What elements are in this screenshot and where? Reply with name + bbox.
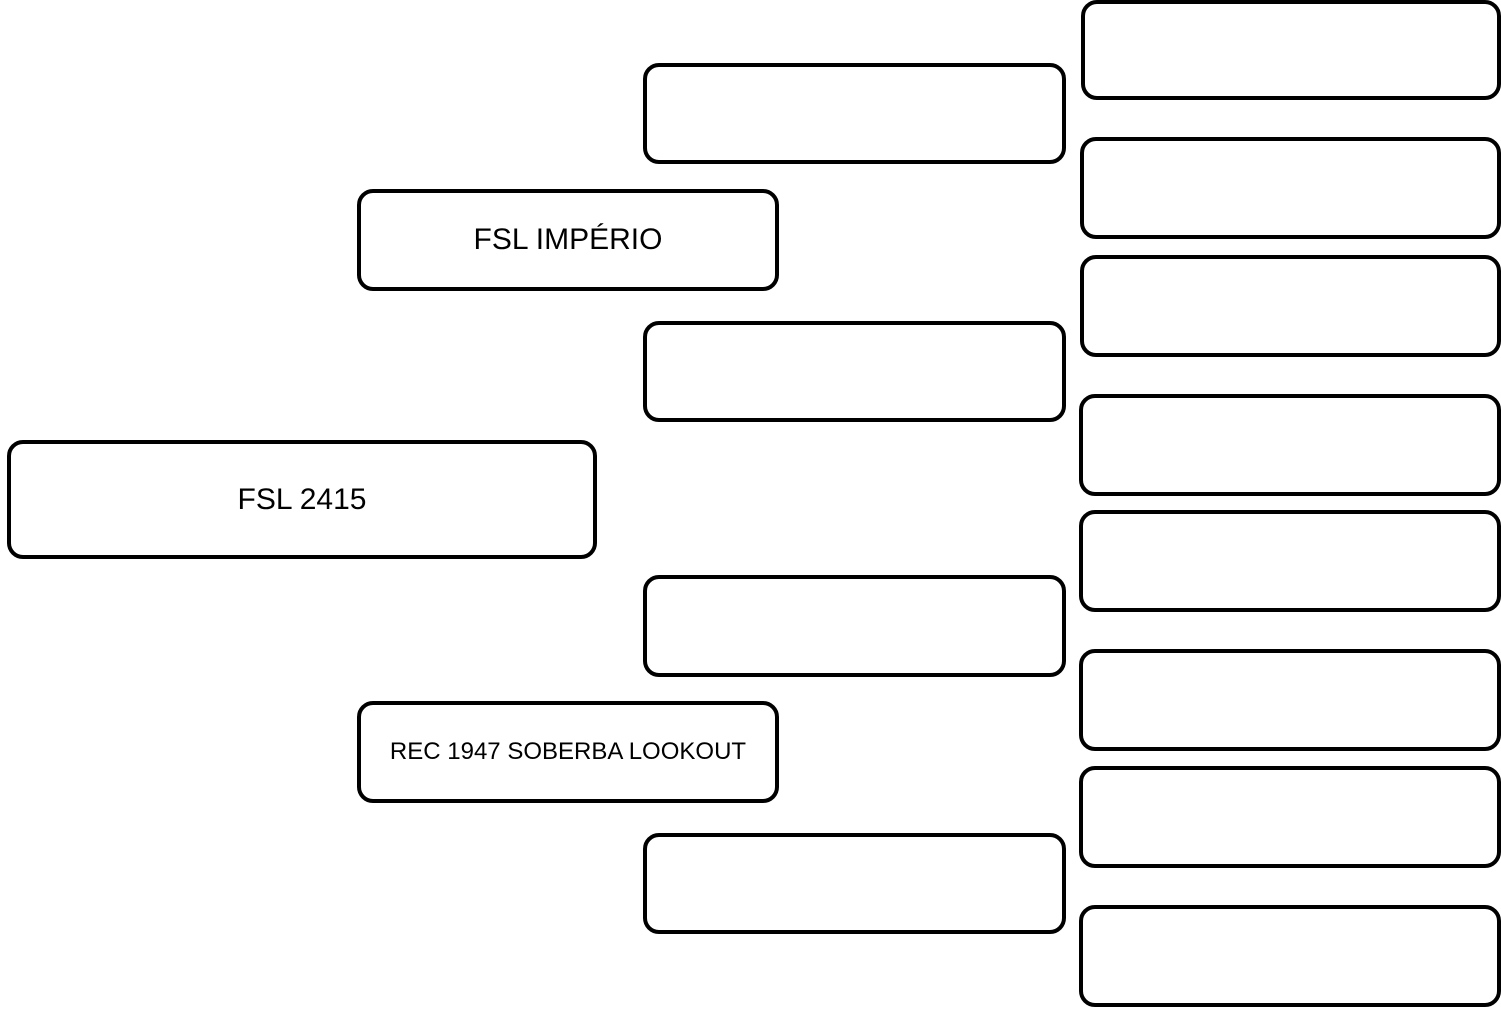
great-grandparent-box xyxy=(1079,394,1501,496)
great-grandparent-box xyxy=(1079,649,1501,751)
subject-name: FSL 2415 xyxy=(237,482,367,516)
subject-box xyxy=(7,440,597,559)
great-grandparent-box xyxy=(1079,766,1501,868)
great-grandparent-box xyxy=(1080,255,1501,357)
great-grandparent-box xyxy=(1080,137,1501,239)
dam-name: REC 1947 SOBERBA LOOKOUT xyxy=(389,738,747,765)
maternal-grandsire-box xyxy=(643,575,1066,677)
dam-box xyxy=(357,701,779,803)
great-grandparent-box xyxy=(1079,510,1501,612)
sire-box xyxy=(357,189,779,291)
sire-name: FSL IMPÉRIO xyxy=(473,223,663,256)
maternal-granddam-box xyxy=(643,833,1066,934)
paternal-grandsire-box xyxy=(643,63,1066,164)
great-grandparent-box xyxy=(1081,0,1501,100)
great-grandparent-box xyxy=(1079,905,1501,1007)
paternal-granddam-box xyxy=(643,321,1066,422)
